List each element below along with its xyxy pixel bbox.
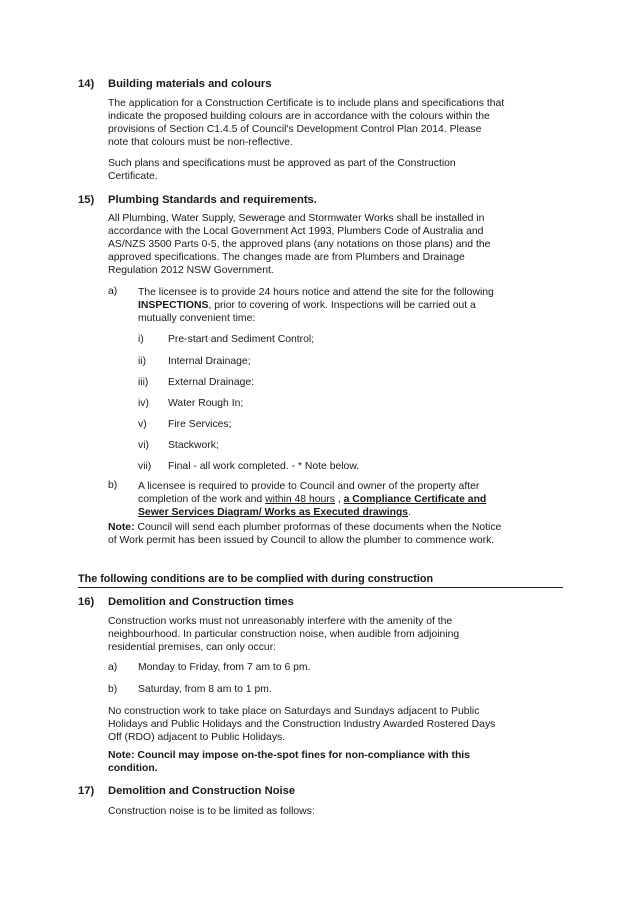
list-item: Monday to Friday, from 7 am to 6 pm.	[138, 662, 311, 673]
compliance-certificate-text: a Compliance Certificate and	[343, 494, 487, 505]
list-item-label: ii)	[138, 356, 147, 367]
section-15-paragraph-1	[108, 212, 563, 277]
section-15-title: Plumbing Standards and requirements.	[108, 194, 317, 206]
list-item-label: i)	[138, 334, 144, 345]
text-line: note that colours must be non-reflective.	[108, 137, 293, 148]
text-line: mutually convenient time:	[138, 313, 256, 324]
text-run: completion of the work and	[138, 494, 266, 505]
section-15-note	[108, 521, 563, 547]
note-label: Note:	[108, 522, 135, 533]
text-line: Regulation 2012 NSW Government.	[108, 265, 274, 276]
section-15-number: 15)	[78, 194, 95, 206]
text-line: Off (RDO) adjacent to Public Holidays.	[108, 732, 286, 743]
section-16-title: Demolition and Construction times	[108, 596, 294, 608]
item-a-text	[138, 286, 563, 325]
section-14-paragraph-2	[108, 157, 563, 183]
text-line: residential premises, can only occur:	[108, 642, 277, 653]
list-item: Pre-start and Sediment Control;	[168, 334, 315, 345]
list-item-label: vi)	[138, 440, 149, 451]
text-line	[138, 506, 563, 519]
list-item: Fire Services;	[168, 419, 232, 430]
text-line	[138, 493, 563, 506]
sewer-diagram-text: Sewer Services Diagram/ Works as Executed drawings	[138, 507, 409, 518]
item-a-label: a)	[108, 662, 118, 673]
text-line: No construction work to take place on Saturdays and Sundays adjacent to Public	[108, 706, 480, 717]
section-14-title: Building materials and colours	[108, 78, 272, 90]
section-16-paragraph-2	[108, 705, 563, 744]
section-14-number: 14)	[78, 78, 95, 90]
list-item-label: iii)	[138, 377, 149, 388]
text-line: Note: Council may impose on-the-spot fines for non-compliance with this	[108, 750, 470, 761]
list-item: Saturday, from 8 am to 1 pm.	[138, 684, 272, 695]
text-line: condition.	[108, 763, 158, 774]
section-16-number: 16)	[78, 596, 95, 608]
text-run: , prior to covering of work. Inspections will be carried out a	[208, 300, 476, 311]
text-line: accordance with the Local Government Act 1993, Plumbers Code of Australia and	[108, 226, 484, 237]
text-line: of Work permit has been issued by Council to allow the plumber to commence work.	[108, 535, 495, 546]
list-item-label: v)	[138, 419, 147, 430]
list-item-label: vii)	[138, 461, 152, 472]
list-item: Water Rough In;	[168, 398, 244, 409]
text-line: AS/NZS 3500 Parts 0-5, the approved plans (any notations on those plans) and the	[108, 239, 491, 250]
section-17-number: 17)	[78, 785, 95, 797]
item-b-label: b)	[108, 684, 118, 695]
list-item: External Drainage:	[168, 377, 255, 388]
section-17-title: Demolition and Construction Noise	[108, 785, 296, 797]
text-line: provisions of Section C1.4.5 of Council's Development Control Plan 2014. Please	[108, 124, 482, 135]
text-line: Such plans and specifications must be approved as part of the Construction	[108, 158, 456, 169]
text-line: neighbourhood. In particular construction noise, when audible from adjoining	[108, 629, 460, 640]
list-item: Final - all work completed. - * Note below.	[168, 461, 360, 472]
list-item: Internal Drainage;	[168, 356, 251, 367]
list-item-label: iv)	[138, 398, 149, 409]
text-line	[108, 521, 563, 534]
section-16-note	[108, 749, 563, 775]
item-b-text	[138, 480, 563, 519]
text-line: Certificate.	[108, 171, 158, 182]
within-48-hours: within 48 hours	[265, 494, 335, 505]
section-14-paragraph-1	[108, 97, 563, 149]
text-line: Construction works must not unreasonably interfere with the amenity of the	[108, 616, 453, 627]
text-run: Council will send each plumber proformas of these documents when the Notice	[134, 522, 502, 533]
text-line: The licensee is to provide 24 hours notice and attend the site for the following	[138, 287, 494, 298]
construction-conditions-banner: The following conditions are to be complied with during construction	[78, 573, 563, 588]
text-line: All Plumbing, Water Supply, Sewerage and Stormwater Works shall be installed in	[108, 213, 485, 224]
section-17-paragraph-1: Construction noise is to be limited as follows:	[108, 806, 315, 817]
text-line: A licensee is required to provide to Council and owner of the property after	[138, 481, 480, 492]
section-16-paragraph-1	[108, 615, 563, 654]
inspections-bold: INSPECTIONS	[138, 300, 209, 311]
item-a-label: a)	[108, 286, 118, 297]
text-run: ,	[334, 494, 344, 505]
text-line: indicate the proposed building colours are in accordance with the colours within the	[108, 111, 490, 122]
text-line: approved specifications. The changes made are from Plumbers and Drainage	[108, 252, 465, 263]
text-run: .	[408, 507, 411, 518]
text-line: Holidays and Public Holidays and the Construction Industry Awarded Rostered Days	[108, 719, 496, 730]
list-item: Stackwork;	[168, 440, 219, 451]
text-line	[138, 299, 563, 312]
item-b-label: b)	[108, 480, 118, 491]
text-line: The application for a Construction Certificate is to include plans and specifications that	[108, 98, 505, 109]
